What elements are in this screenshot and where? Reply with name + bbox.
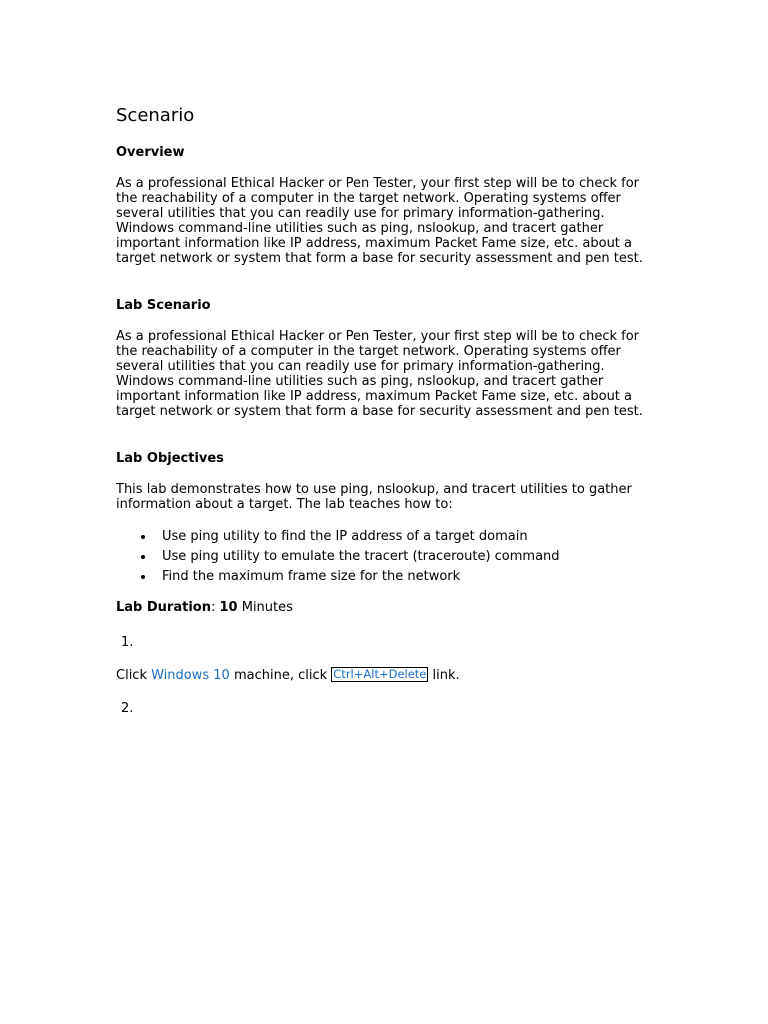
list-item: Find the maximum frame size for the network bbox=[116, 567, 560, 587]
step-number-1: 1. bbox=[121, 635, 134, 650]
section-heading-overview: Overview bbox=[116, 145, 185, 160]
step-1-text-before: Click bbox=[116, 668, 152, 683]
overview-paragraph: As a professional Ethical Hacker or Pen Tester, your first step will be to check for the reachability of a computer in the target network. Operating systems offer several utilities that you can readily use for primary information-gathering. Windows command-line utilities such as ping, nslookup, and tracert gather important information like IP address, maximum Packet Fame size, etc. about a target network or system that form a base for security assessment and pen test. bbox=[116, 176, 643, 266]
lab-duration-value: 10 bbox=[219, 600, 238, 615]
step-1-instruction bbox=[116, 667, 460, 684]
lab-duration-unit: Minutes bbox=[237, 600, 293, 615]
windows-10-link[interactable]: Windows 10 bbox=[151, 668, 230, 683]
lab-duration-label: Lab Duration bbox=[116, 600, 211, 615]
lab-duration-separator: : bbox=[210, 600, 220, 615]
list-item: Use ping utility to emulate the tracert (traceroute) command bbox=[116, 547, 560, 567]
step-1-text-middle: machine, click bbox=[229, 668, 332, 683]
ctrl-alt-delete-link[interactable]: Ctrl+Alt+Delete bbox=[333, 667, 427, 681]
step-1-text-after: link. bbox=[428, 668, 460, 683]
section-heading-lab-scenario: Lab Scenario bbox=[116, 298, 211, 313]
lab-scenario-paragraph: As a professional Ethical Hacker or Pen Tester, your first step will be to check for the reachability of a computer in the target network. Operating systems offer several utilities that you can readily use for primary information-gathering. Windows command-line utilities such as ping, nslookup, and tracert gather important information like IP address, maximum Packet Fame size, etc. about a target network or system that form a base for security assessment and pen test. bbox=[116, 329, 643, 419]
objectives-list bbox=[116, 527, 560, 586]
section-heading-lab-objectives: Lab Objectives bbox=[116, 451, 224, 466]
lab-objectives-paragraph: This lab demonstrates how to use ping, nslookup, and tracert utilities to gather information about a target. The lab teaches how to: bbox=[116, 482, 632, 512]
step-number-2: 2. bbox=[121, 701, 134, 716]
lab-duration bbox=[116, 600, 293, 616]
page-title: Scenario bbox=[116, 105, 195, 126]
list-item: Use ping utility to find the IP address of a target domain bbox=[116, 527, 560, 547]
